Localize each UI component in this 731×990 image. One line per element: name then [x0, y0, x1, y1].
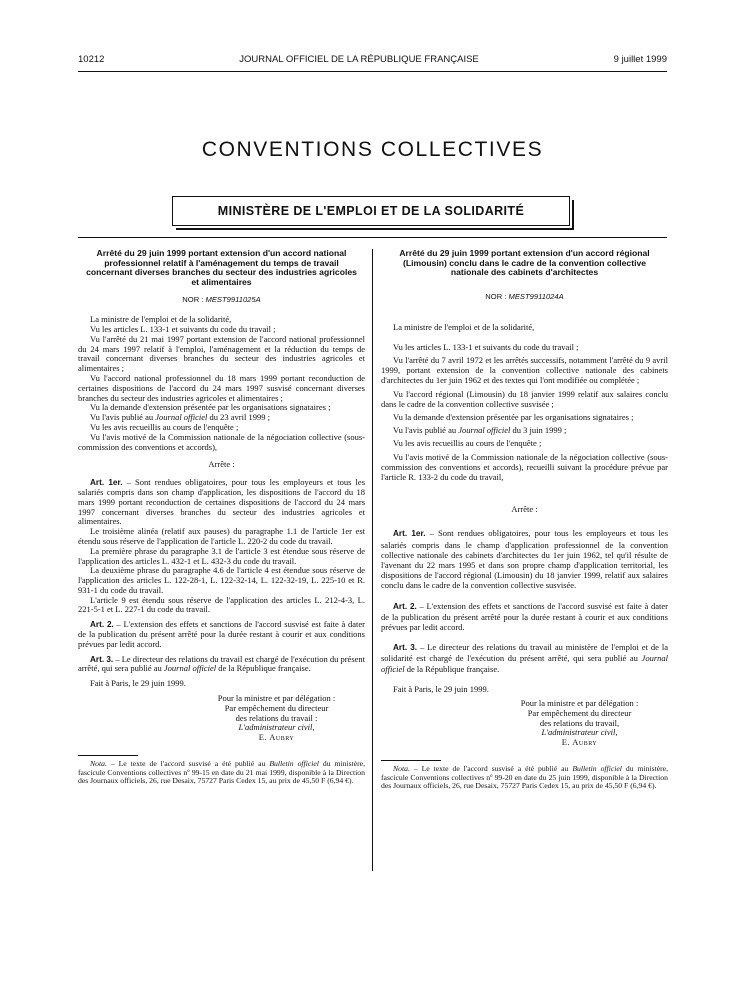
- right-art2-text: – L'extension des effets et sanctions de l'accord susvisé est faite à dater de la publication du présent arrêté pour la durée restant à courir et aux conditions prévues par ledit accord.: [381, 600, 669, 633]
- right-art2-label: Art. 2.: [393, 601, 417, 611]
- left-sig-line: des relations du travail :: [235, 712, 318, 723]
- left-nota-label: Nota.: [90, 759, 107, 769]
- right-avis-post: du 3 juin 1999 ;: [512, 425, 567, 436]
- right-arrete-title: Arrêté du 29 juin 1999 portant extension d'un accord régional (Limousin) conclu dans le cadre de la convention collective nationale des cabinets d'architectes: [399, 248, 650, 278]
- left-sig-name: E. Aubry: [258, 732, 295, 743]
- right-visa: Vu l'avis motivé de la Commission nationale de la négociation collective (sous-commission des conventions et accords), recueilli suivant la procédure prévue par l'article R. 133-2 du code du travail,: [381, 451, 668, 483]
- left-sig-line: Par empêchement du directeur: [224, 702, 329, 713]
- right-visa: Vu l'accord régional (Limousin) du 18 janvier 1999 relatif aux salaires conclu dans le cadre de la convention collective susvisée ;: [381, 388, 668, 409]
- left-art3-label: Art. 3.: [90, 654, 114, 664]
- right-nota-bulletin: Bulletin officiel: [572, 764, 622, 774]
- left-art2-text: – L'extension des effets et sanctions de l'accord susvisé est faite à dater de la publication du présent arrêté pour la durée restant à courir et aux conditions prévues par ledit accord.: [78, 619, 366, 649]
- ministry-name: MINISTÈRE DE L'EMPLOI ET DE LA SOLIDARITÉ: [217, 204, 525, 218]
- right-article-2: [381, 601, 668, 633]
- right-article-1: [381, 528, 668, 590]
- left-arrete-label: Arrête :: [208, 459, 235, 470]
- left-visa: Vu les avis recueillis au cours de l'enquête ;: [90, 421, 239, 432]
- right-sig-line: Par empêchement du directeur: [527, 707, 632, 718]
- left-article-2: [78, 620, 365, 649]
- left-art1-text: – Sont rendues obligatoires, pour tous les employeurs et tous les salariés compris dans son champ d'application, les dispositions de l'accord du 18 mars 1999 portant reconduction de certaines dispositions de l'accord du 24 mars 1997 concernant diverses branches du secteur des industries agricoles et alimentaires.: [78, 477, 365, 527]
- left-sig-role: L'administrateur civil,: [238, 722, 315, 733]
- left-note-divider: [78, 755, 138, 756]
- ministry-divider: [78, 237, 667, 238]
- right-sig-name: E. Aubry: [561, 737, 598, 748]
- section-title: CONVENTIONS COLLECTIVES: [201, 138, 544, 161]
- left-art1-para: L'article 9 est étendu sous réserve de l'application des articles L. 212-4-3, L. 221-5-1 et L. 227-1 du code du travail.: [78, 594, 365, 615]
- left-nor-label: NOR :: [182, 295, 204, 305]
- right-article-3: [381, 642, 668, 674]
- right-art1-text: – Sont rendues obligatoires, pour tous les employeurs et tous les salariés compris dans le champ d'application professionnel de la convention collective nationale des cabinets d'architectes du 1er juin 1962, tel qu'il résulte de l'avenant du 22 mars 1995 et dans son propre champ d'application territorial, les dispositions de l'accord régional (Limousin) du 18 janvier 1999, relatif aux salaires conclu dans le cadre de la convention collective susvisée.: [381, 528, 668, 591]
- right-avis-pre: Vu l'avis publié au: [393, 425, 457, 436]
- left-article-1: [78, 478, 365, 527]
- left-column: [78, 249, 365, 786]
- left-avis-post: du 23 avril 1999 ;: [209, 412, 270, 423]
- right-nota-pre: – Le texte de l'accord susvisé a été publié au: [413, 764, 569, 774]
- right-sig-role: L'administrateur civil,: [541, 727, 618, 738]
- left-art3-post: de la République française.: [218, 663, 311, 674]
- left-art2-label: Art. 2.: [90, 620, 114, 630]
- left-nor-code: MEST9911025A: [205, 295, 261, 305]
- left-visa: Vu la demande d'extension présentée par les organisations signataires ;: [90, 402, 331, 413]
- right-art3-label: Art. 3.: [393, 643, 418, 653]
- left-visa: Vu l'arrêté du 21 mai 1997 portant extension de l'accord national professionnel du 24 mars 1997 relatif à l'emploi, l'aménagement et la réduction du temps de travail concernant diverses branches du secteur des industries agricoles et alimentaires ;: [78, 333, 365, 374]
- right-nor: [381, 292, 668, 302]
- right-visa: Vu les avis recueillis au cours de l'enquête ;: [393, 438, 542, 449]
- left-article-3: [78, 655, 365, 675]
- left-visa: Vu les articles L. 133-1 et suivants du code du travail ;: [90, 323, 276, 334]
- left-nota-bulletin: Bulletin officiel: [269, 759, 319, 769]
- right-column: [381, 249, 668, 791]
- right-art3-post: de la République française.: [406, 663, 500, 674]
- left-art1-para: La première phrase du paragraphe 3.1 de l'article 3 est étendue sous réserve de l'application des articles L. 432-1 et L. 432-3 du code du travail.: [78, 545, 365, 566]
- right-art1-label: Art. 1er.: [393, 529, 426, 539]
- issue-date: 9 juillet 1999: [613, 54, 667, 65]
- left-nor: [78, 295, 365, 305]
- right-nor-code: MEST9911024A: [508, 291, 564, 301]
- left-visa: La ministre de l'emploi et de la solidarité,: [90, 314, 232, 325]
- left-visa: Vu l'avis motivé de la Commission nationale de la négociation collective (sous-commission des conventions et accords),: [78, 431, 365, 452]
- right-sig-line: Pour la ministre et par délégation :: [520, 698, 639, 709]
- right-visa: La ministre de l'emploi et de la solidarité,: [393, 321, 535, 332]
- right-signature: [491, 699, 668, 748]
- column-divider: [372, 249, 373, 871]
- left-signature: [188, 694, 365, 743]
- left-art3-pre: – Le directeur des relations du travail est chargé de l'exécution du présent arrêté, qui sera publié au: [78, 653, 366, 674]
- left-avis-pre: Vu l'avis publié au: [90, 412, 154, 423]
- right-fait: Fait à Paris, le 29 juin 1999.: [393, 683, 489, 694]
- left-fait: Fait à Paris, le 29 juin 1999.: [90, 678, 186, 689]
- header-divider: [78, 71, 667, 72]
- right-visa-avis: [381, 425, 668, 435]
- left-nota-pre: – Le texte de l'accord susvisé a été publié au: [110, 759, 266, 769]
- right-sig-line: des relations du travail,: [539, 717, 620, 728]
- left-art1-label: Art. 1er.: [90, 478, 123, 488]
- left-nota-post: du ministère, fascicule Conventions collectives nº 99-15 en date du 21 mai 1999, disponible à la Direction des Journaux officiels, 26, rue Desaix, 75727 Paris Cedex 15, au prix de 45,50 F (6,94 €).: [78, 759, 366, 786]
- right-art3-journal: Journal officiel: [381, 653, 668, 674]
- left-sig-line: Pour la ministre et par délégation :: [217, 693, 336, 704]
- running-head: [78, 54, 667, 68]
- page-number: 10212: [78, 54, 105, 65]
- right-avis-journal: Journal officiel: [458, 425, 511, 436]
- right-nota-label: Nota.: [393, 764, 410, 774]
- journal-title: JOURNAL OFFICIEL DE LA RÉPUBLIQUE FRANÇAISE: [239, 54, 479, 65]
- right-arrete-label: Arrête :: [511, 504, 538, 515]
- right-art3-pre: – Le directeur des relations du travail au ministère de l'emploi et de la solidarité est chargé de l'exécution du présent arrêté, qui sera publié au: [381, 642, 668, 664]
- left-art1-para: La deuxième phrase du paragraphe 4.6 de l'article 4 est étendue sous réserve de l'application des articles L. 122-28-1, L. 122-32-14, L. 122-32-19, L. 225-10 et R. 931-1 du code du travail.: [78, 565, 365, 595]
- right-nota-post: du ministère, fascicule Conventions collectives nº 99-20 en date du 25 juin 1999, disponible à la Direction des Journaux officiels, 26, rue Desaix, 75727 Paris Cedex 15, au prix de 45,50 F (6,94 €).: [381, 764, 669, 791]
- left-avis-journal: Journal officiel: [155, 412, 208, 423]
- left-nota: [78, 760, 365, 786]
- right-nota: [381, 765, 668, 791]
- left-visa: Vu l'accord national professionnel du 18 mars 1999 portant reconduction de certaines dispositions de l'accord du 24 mars 1997 susvisé concernant diverses branches du secteur des industries agricoles et alimentaires ;: [78, 372, 365, 403]
- right-nor-label: NOR :: [485, 291, 507, 301]
- right-visa: Vu la demande d'extension présentée par les organisations signataires ;: [393, 412, 634, 422]
- left-art3-journal: Journal officiel: [163, 663, 217, 674]
- right-visa: Vu l'arrêté du 7 avril 1972 et les arrêtés successifs, notamment l'arrêté du 9 avril 1999, portant extension de la convention collective nationale des cabinets d'architectes du 1er juin 1962 et des textes qui l'ont modifiée ou complétée ;: [381, 354, 668, 386]
- ministry-box: [172, 196, 570, 226]
- right-visa: Vu les articles L. 133-1 et suivants du code du travail ;: [393, 341, 579, 352]
- left-arrete-title: Arrêté du 29 juin 1999 portant extension d'un accord national professionnel relatif à l'aménagement du temps de travail concernant diverses branches du secteur des industries agricoles et alimentaires: [86, 248, 357, 287]
- left-art1-para: Le troisième alinéa (relatif aux pauses) du paragraphe 1.1 de l'article 1er est étendu sous réserve de l'application de l'article L. 220-2 du code du travail.: [78, 526, 365, 546]
- right-note-divider: [381, 760, 441, 761]
